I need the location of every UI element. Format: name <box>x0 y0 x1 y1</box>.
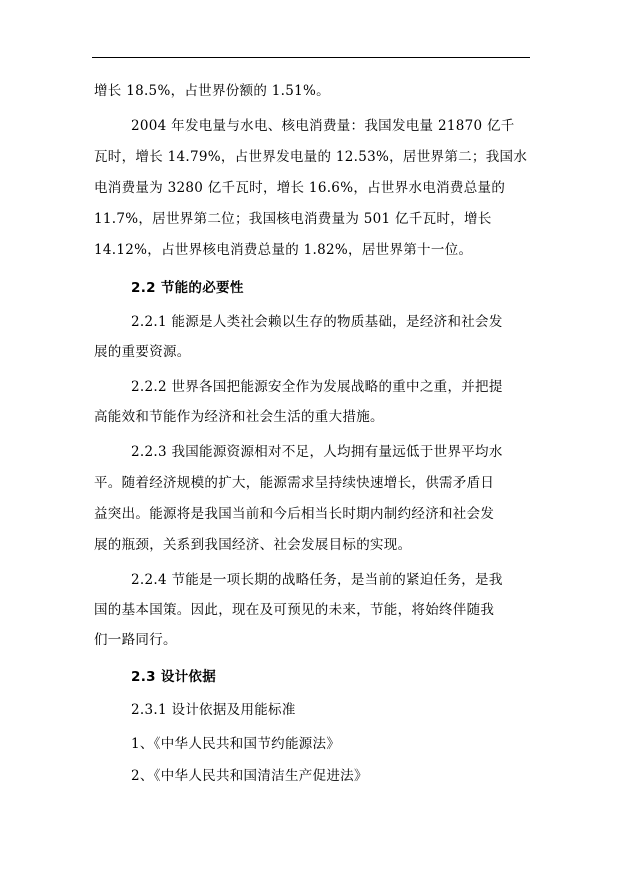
subsection-heading: 2.3.1 设计依据及用能标准 <box>131 702 296 718</box>
body-text-line: 2.2.1 能源是人类社会赖以生存的物质基础，是经济和社会发 <box>131 314 503 330</box>
body-text-line: 14.12%，占世界核电消费总量的 1.82%，居世界第十一位。 <box>94 242 473 258</box>
body-text-line: 2.2.2 世界各国把能源安全作为发展战略的重中之重，并把提 <box>131 379 503 395</box>
body-text-line: 展的瓶颈，关系到我国经济、社会发展目标的实现。 <box>94 537 412 553</box>
list-item: 1、《中华人民共和国节约能源法》 <box>131 736 341 752</box>
body-text-line: 2.2.3 我国能源资源相对不足，人均拥有量远低于世界平均水 <box>131 444 503 460</box>
section-heading: 2.3 设计依据 <box>131 669 217 685</box>
body-text-line: 高能效和节能作为经济和社会生活的重大措施。 <box>94 409 384 425</box>
header-rule <box>92 57 530 58</box>
body-text-line: 平。随着经济规模的扩大，能源需求呈持续快速增长，供需矛盾日 <box>94 475 495 491</box>
body-text-line: 电消费量为 3280 亿千瓦时，增长 16.6%，占世界水电消费总量的 <box>94 180 506 196</box>
body-text-line: 2004 年发电量与水电、核电消费量：我国发电量 21870 亿千 <box>131 118 515 134</box>
body-text-line: 增长 18.5%，占世界份额的 1.51%。 <box>94 83 330 99</box>
body-text-line: 展的重要资源。 <box>94 344 191 360</box>
body-text-line: 2.2.4 节能是一项长期的战略任务，是当前的紧迫任务，是我 <box>131 572 503 588</box>
body-text-line: 益突出。能源将是我国当前和今后相当长时期内制约经济和社会发 <box>94 506 495 522</box>
list-item: 2、《中华人民共和国清洁生产促进法》 <box>131 768 368 784</box>
body-text-line: 们一路同行。 <box>94 632 177 648</box>
body-text-line: 瓦时，增长 14.79%，占世界发电量的 12.53%，居世界第二；我国水 <box>94 149 528 165</box>
body-text-line: 11.7%，居世界第二位；我国核电消费量为 501 亿千瓦时，增长 <box>94 211 492 227</box>
body-text-line: 国的基本国策。因此，现在及可预见的未来，节能，将始终伴随我 <box>94 602 495 618</box>
section-heading: 2.2 节能的必要性 <box>131 280 244 296</box>
